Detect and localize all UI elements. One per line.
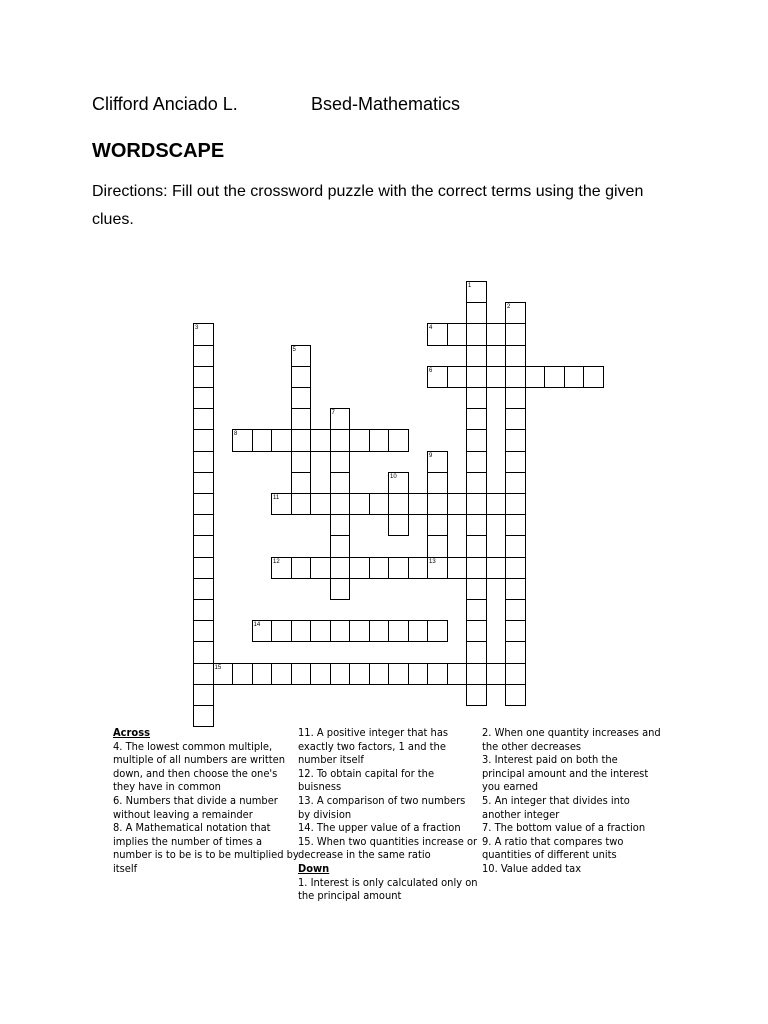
- crossword-cell[interactable]: [369, 429, 390, 451]
- clue-8: 8. A Mathematical notation that implies the number of times a number is to be is to be multiplied by itself: [113, 821, 299, 875]
- crossword-cell[interactable]: [466, 493, 487, 515]
- crossword-cell[interactable]: [408, 620, 429, 642]
- crossword-cell[interactable]: [369, 557, 390, 579]
- crossword-cell[interactable]: [193, 472, 214, 494]
- crossword-cell[interactable]: [193, 514, 214, 536]
- crossword-cell[interactable]: [466, 514, 487, 536]
- crossword-cell[interactable]: [447, 663, 468, 685]
- crossword-cell[interactable]: [232, 663, 253, 685]
- crossword-cell[interactable]: [310, 663, 331, 685]
- clue-12: 12. To obtain capital for the buisness: [298, 766, 435, 794]
- crossword-cell[interactable]: [486, 366, 507, 388]
- directions-text: Directions: Fill out the crossword puzzle with the correct terms using the given clues.: [92, 183, 644, 228]
- crossword-cell[interactable]: [466, 451, 487, 473]
- clue-number-7: 7: [331, 410, 335, 417]
- crossword-cell[interactable]: [330, 663, 351, 685]
- crossword-cell[interactable]: [466, 620, 487, 642]
- down-heading: Down: [298, 861, 330, 875]
- crossword-cell[interactable]: [330, 557, 351, 579]
- clue-9: 9. A ratio that compares two quantities of different units: [482, 834, 624, 862]
- crossword-cell[interactable]: [505, 451, 526, 473]
- crossword-cell[interactable]: [291, 408, 312, 430]
- crossword-cell[interactable]: [525, 366, 546, 388]
- crossword-cell[interactable]: [291, 472, 312, 494]
- crossword-cell[interactable]: [330, 578, 351, 600]
- clue-1: 1. Interest is only calculated only on the principal amount: [298, 875, 478, 903]
- crossword-cell[interactable]: [408, 493, 429, 515]
- crossword-cell[interactable]: [310, 620, 331, 642]
- crossword-cell[interactable]: [369, 493, 390, 515]
- crossword-cell[interactable]: [291, 387, 312, 409]
- crossword-cell[interactable]: [544, 366, 565, 388]
- crossword-cell[interactable]: [369, 620, 390, 642]
- crossword-cell[interactable]: [427, 472, 448, 494]
- crossword-cell[interactable]: [193, 663, 214, 685]
- clue-14: 14. The upper value of a fraction: [298, 821, 461, 835]
- crossword-cell[interactable]: [505, 557, 526, 579]
- crossword-cell[interactable]: [193, 641, 214, 663]
- clues-column-3: [482, 726, 662, 876]
- crossword-cell[interactable]: [466, 472, 487, 494]
- clue-number-8: 8: [234, 431, 238, 438]
- crossword-cell[interactable]: [505, 684, 526, 706]
- crossword-cell[interactable]: [291, 557, 312, 579]
- crossword-cell[interactable]: [505, 620, 526, 642]
- crossword-cell[interactable]: [486, 493, 507, 515]
- crossword-cell[interactable]: [291, 451, 312, 473]
- crossword-cell[interactable]: [466, 641, 487, 663]
- student-name: Clifford Anciado L.: [92, 94, 238, 114]
- clue-number-11: 11: [273, 495, 280, 501]
- crossword-cell[interactable]: [330, 472, 351, 494]
- crossword-cell[interactable]: [291, 366, 312, 388]
- crossword-cell[interactable]: [193, 429, 214, 451]
- clue-number-9: 9: [429, 452, 433, 459]
- crossword-cell[interactable]: [193, 599, 214, 621]
- crossword-cell[interactable]: [193, 620, 214, 642]
- crossword-cell[interactable]: [271, 663, 292, 685]
- crossword-cell[interactable]: [505, 663, 526, 685]
- crossword-cell[interactable]: [388, 429, 409, 451]
- crossword-cell[interactable]: [427, 535, 448, 557]
- crossword-cell[interactable]: [330, 535, 351, 557]
- crossword-cell[interactable]: [388, 620, 409, 642]
- clue-number-4: 4: [429, 325, 433, 332]
- crossword-cell[interactable]: [447, 323, 468, 345]
- crossword-cell[interactable]: [310, 493, 331, 515]
- crossword-cell[interactable]: [369, 663, 390, 685]
- clue-number-10: 10: [390, 473, 397, 480]
- crossword-cell[interactable]: [505, 472, 526, 494]
- crossword-cell[interactable]: [193, 366, 214, 388]
- crossword-cell[interactable]: [349, 620, 370, 642]
- crossword-cell[interactable]: [466, 387, 487, 409]
- crossword-cell[interactable]: [505, 535, 526, 557]
- crossword-cell[interactable]: [466, 323, 487, 345]
- across-heading: Across: [113, 726, 150, 739]
- crossword-cell[interactable]: [349, 663, 370, 685]
- crossword-cell[interactable]: [310, 557, 331, 579]
- crossword-cell[interactable]: [193, 705, 214, 727]
- crossword-cell[interactable]: [408, 557, 429, 579]
- clues-column-2: [298, 726, 480, 903]
- crossword-cell[interactable]: [505, 366, 526, 388]
- crossword-cell[interactable]: [271, 620, 292, 642]
- clue-3: 3. Interest paid on both the principal amount and the interest you earned: [482, 753, 649, 794]
- crossword-cell[interactable]: [466, 366, 487, 388]
- crossword-cell[interactable]: [330, 493, 351, 515]
- clue-15: 15. When two quantities increase or decrease in the same ratio: [298, 834, 478, 862]
- crossword-cell[interactable]: [466, 345, 487, 367]
- clue-number-13: 13: [429, 558, 436, 565]
- crossword-cell[interactable]: [466, 663, 487, 685]
- crossword-cell[interactable]: [252, 663, 273, 685]
- crossword-cell[interactable]: [466, 557, 487, 579]
- clue-number-1: 1: [468, 283, 472, 289]
- crossword-cell[interactable]: [408, 663, 429, 685]
- crossword-cell[interactable]: [427, 663, 448, 685]
- crossword-cell[interactable]: [505, 493, 526, 515]
- clue-number-5: 5: [292, 346, 296, 353]
- crossword-cell[interactable]: [505, 387, 526, 409]
- crossword-cell[interactable]: [505, 345, 526, 367]
- crossword-cell[interactable]: [330, 514, 351, 536]
- crossword-cell[interactable]: [505, 599, 526, 621]
- crossword-cell[interactable]: [193, 408, 214, 430]
- clue-2: 2. When one quantity increases and the other decreases: [482, 726, 661, 753]
- crossword-cell[interactable]: [505, 408, 526, 430]
- course-label: Bsed-Mathematics: [311, 94, 461, 114]
- crossword-cell[interactable]: [505, 323, 526, 345]
- clue-number-2: 2: [507, 304, 511, 311]
- clue-10: 10. Value added tax: [482, 861, 582, 875]
- crossword-cell[interactable]: [505, 641, 526, 663]
- crossword-cell[interactable]: [193, 535, 214, 557]
- crossword-cell[interactable]: [466, 535, 487, 557]
- page-title: WORDSCAPE: [92, 140, 225, 162]
- crossword-cell[interactable]: [447, 366, 468, 388]
- crossword-cell[interactable]: [466, 408, 487, 430]
- clue-13: 13. A comparison of two numbers by division: [298, 793, 466, 821]
- crossword-cell[interactable]: [466, 599, 487, 621]
- crossword-cell[interactable]: [252, 429, 273, 451]
- crossword-cell[interactable]: [193, 493, 214, 515]
- clue-6: 6. Numbers that divide a number without leaving a remainder: [113, 793, 278, 821]
- crossword-cell[interactable]: [564, 366, 585, 388]
- crossword-cell[interactable]: [427, 514, 448, 536]
- crossword-cell[interactable]: [447, 557, 468, 579]
- crossword-cell[interactable]: [193, 451, 214, 473]
- crossword-cell[interactable]: [466, 578, 487, 600]
- crossword-cell[interactable]: [427, 493, 448, 515]
- crossword-cell[interactable]: [388, 493, 409, 515]
- crossword-cell[interactable]: [486, 557, 507, 579]
- clue-11: 11. A positive integer that has exactly two factors, 1 and the number itself: [298, 726, 449, 767]
- crossword-cell[interactable]: [388, 663, 409, 685]
- crossword-cell[interactable]: [466, 302, 487, 324]
- crossword-cell[interactable]: [427, 620, 448, 642]
- crossword-cell[interactable]: [349, 493, 370, 515]
- crossword-cell[interactable]: [291, 493, 312, 515]
- crossword-cell[interactable]: [330, 429, 351, 451]
- crossword-cell[interactable]: [388, 514, 409, 536]
- crossword-cell[interactable]: [583, 366, 604, 388]
- crossword-cell[interactable]: [486, 323, 507, 345]
- crossword-cell[interactable]: [505, 578, 526, 600]
- crossword-cell[interactable]: [466, 429, 487, 451]
- crossword-cell[interactable]: [193, 578, 214, 600]
- clue-number-15: 15: [214, 664, 222, 671]
- clue-number-12: 12: [273, 558, 280, 565]
- crossword-cell[interactable]: [193, 557, 214, 579]
- crossword-cell[interactable]: [388, 557, 409, 579]
- clue-5: 5. An integer that divides into another integer: [482, 793, 630, 821]
- crossword-cell[interactable]: [330, 451, 351, 473]
- crossword-cell[interactable]: [486, 663, 507, 685]
- crossword-cell[interactable]: [291, 620, 312, 642]
- crossword-cell[interactable]: [193, 684, 214, 706]
- crossword-cell[interactable]: [447, 493, 468, 515]
- crossword-cell[interactable]: [291, 429, 312, 451]
- crossword-cell[interactable]: [466, 684, 487, 706]
- clue-number-6: 6: [429, 367, 433, 374]
- clue-7: 7. The bottom value of a fraction: [482, 821, 646, 835]
- crossword-cell[interactable]: [193, 387, 214, 409]
- crossword-cell[interactable]: [291, 663, 312, 685]
- clues-column-1: [113, 726, 301, 876]
- crossword-cell[interactable]: [505, 514, 526, 536]
- crossword-cell[interactable]: [349, 429, 370, 451]
- crossword-cell[interactable]: [271, 429, 292, 451]
- clue-4: 4. The lowest common multiple, multiple of all numbers are written down, and then choose the one's they have in common: [113, 739, 286, 794]
- crossword-cell[interactable]: [505, 429, 526, 451]
- crossword-cell[interactable]: [310, 429, 331, 451]
- clue-number-3: 3: [195, 325, 199, 332]
- crossword-cell[interactable]: [349, 557, 370, 579]
- clue-number-14: 14: [253, 622, 261, 629]
- crossword-cell[interactable]: [330, 620, 351, 642]
- crossword-cell[interactable]: [193, 345, 214, 367]
